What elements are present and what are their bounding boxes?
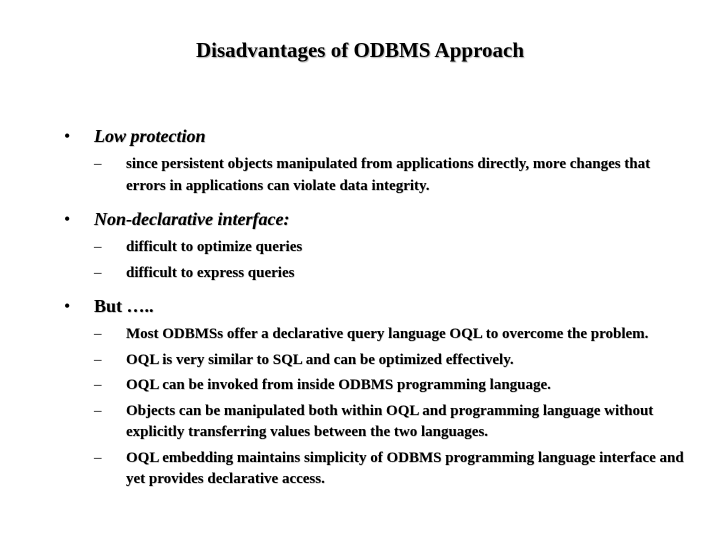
dash-icon: – xyxy=(94,264,102,281)
sub-item-text: OQL is very similar to SQL and can be optimized effectively. xyxy=(126,351,514,368)
sub-list xyxy=(94,154,690,197)
bullet-heading: But ….. xyxy=(94,296,154,316)
bullet-but xyxy=(60,294,690,491)
sub-item xyxy=(94,263,690,285)
sub-item xyxy=(94,375,690,397)
sub-item-text: difficult to optimize queries xyxy=(126,239,303,255)
sub-item-text: OQL embedding maintains simplicity of ODBMS programming language interface and yet provides declarative access. xyxy=(126,449,684,487)
dash-icon: – xyxy=(94,156,102,172)
bullet-heading: Non-declarative interface: xyxy=(94,209,290,229)
sub-list xyxy=(94,324,690,491)
sub-item xyxy=(94,324,690,346)
dash-icon: – xyxy=(94,449,102,466)
sub-list xyxy=(94,237,690,284)
bullet-non-declarative-interface xyxy=(60,207,690,284)
dash-icon: – xyxy=(94,239,102,255)
sub-item-text: OQL can be invoked from inside ODBMS programming language. xyxy=(126,377,551,393)
sub-item xyxy=(94,401,690,444)
dash-icon: – xyxy=(94,402,102,419)
sub-item xyxy=(94,448,690,491)
dash-icon: – xyxy=(94,351,102,368)
bullet-list xyxy=(60,124,690,501)
dash-icon: – xyxy=(94,377,102,393)
slide-title: Disadvantages of ODBMS Approach xyxy=(195,38,525,62)
bullet-dot-icon: • xyxy=(64,296,71,316)
dash-icon: – xyxy=(94,326,102,342)
sub-item-text: since persistent objects manipulated from applications directly, more changes that errors in applications can violate data integrity. xyxy=(126,156,651,194)
sub-item xyxy=(94,154,690,197)
sub-item xyxy=(94,350,690,372)
bullet-dot-icon: • xyxy=(64,209,71,229)
bullet-heading: Low protection xyxy=(94,126,206,146)
sub-item-text: Most ODBMSs offer a declarative query language OQL to overcome the problem. xyxy=(126,326,649,342)
bullet-low-protection xyxy=(60,124,690,197)
bullet-dot-icon: • xyxy=(64,126,71,146)
sub-item-text: difficult to express queries xyxy=(126,264,295,281)
sub-item-text: Objects can be manipulated both within OQL and programming language without explicitly transferring values between the two languages. xyxy=(126,402,654,440)
sub-item xyxy=(94,237,690,259)
